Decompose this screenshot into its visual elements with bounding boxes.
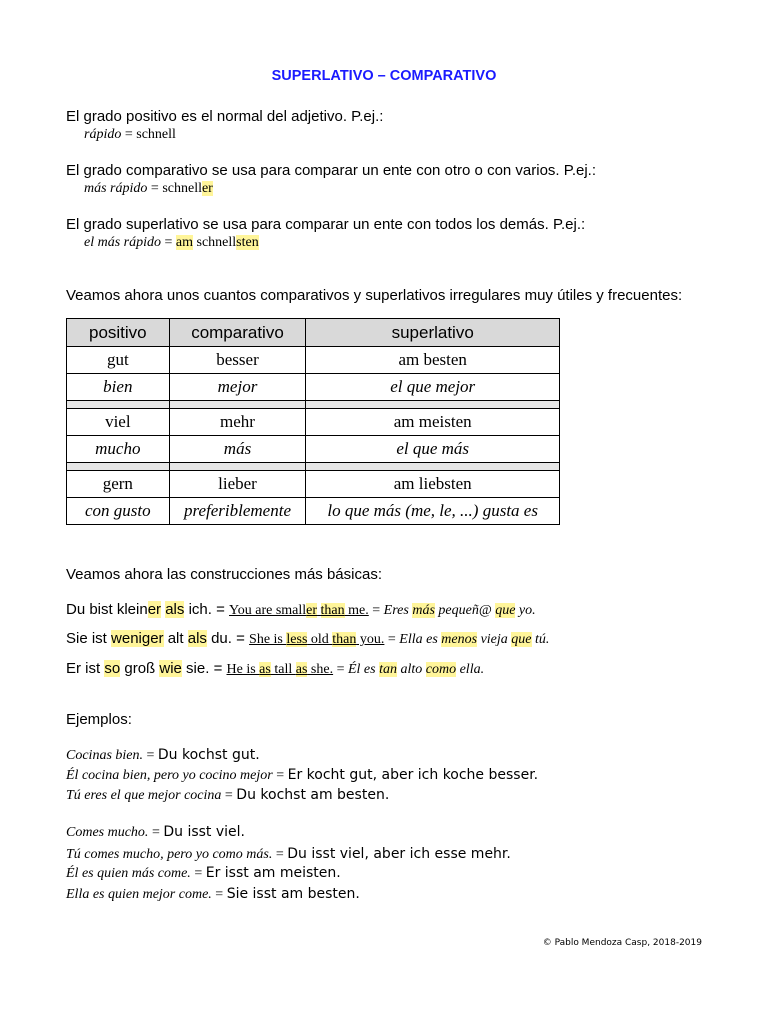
highlight: como (425, 662, 457, 677)
example-spanish: rápido (84, 127, 122, 142)
german-part: du. = (206, 630, 250, 647)
spanish-text: pequeñ@ (434, 603, 496, 618)
german-part: alt (163, 630, 188, 647)
highlight: as (259, 662, 271, 677)
examples-label: Ejemplos: (66, 711, 132, 728)
table-cell: mejor (169, 374, 306, 401)
example-spanish: Tú comes mucho, pero yo como más. (66, 847, 273, 862)
example-german: Du kochst gut. (157, 747, 260, 763)
example-german: schnell (162, 181, 202, 196)
example-spanish: Tú eres el que mejor cocina (66, 788, 222, 803)
example-line (66, 767, 538, 784)
highlight: than (320, 603, 345, 618)
highlight: less (286, 632, 308, 647)
superlative-example (84, 235, 259, 251)
equals: = (272, 768, 288, 783)
german-part: Er ist (66, 660, 105, 677)
table-cell: mehr (169, 409, 306, 436)
highlight: than (332, 632, 357, 647)
german-part: Du bist klein (66, 601, 148, 618)
table-row (67, 409, 560, 436)
highlight: menos (441, 632, 478, 647)
highlight: más (412, 603, 435, 618)
spanish-part (384, 603, 536, 618)
example-spanish: Él cocina bien, pero yo cocino mejor (66, 768, 273, 783)
table-cell: besser (169, 347, 306, 374)
header-comparativo: comparativo (169, 319, 306, 347)
table-separator (67, 401, 560, 409)
table-separator (67, 463, 560, 471)
table-cell: viel (67, 409, 170, 436)
highlight: weniger (111, 630, 164, 647)
spanish-part (348, 662, 484, 677)
example-line (66, 846, 511, 863)
irregular-intro: Veamos ahora unos cuantos comparativos y superlativos irregulares muy útiles y frecuentes: (66, 287, 683, 304)
spanish-text: tú. (531, 632, 550, 647)
example-german: Du isst viel, aber ich esse mehr. (287, 846, 511, 862)
example-line (66, 886, 360, 903)
example-line (66, 865, 341, 882)
german-part: Sie ist (66, 630, 112, 647)
equals: = (211, 887, 227, 902)
example-german: Er isst am meisten. (205, 865, 341, 881)
equals: = (333, 662, 348, 677)
superlative-definition: El grado superlativo se usa para comparar un ente con todos los demás. P.ej.: (66, 216, 586, 233)
highlight: als (187, 630, 207, 647)
table-cell: más (169, 436, 306, 463)
example-spanish: Comes mucho. (66, 825, 149, 840)
example-german: Du kochst am besten. (236, 787, 390, 803)
example-german: schnell (196, 235, 237, 250)
table-cell: gern (67, 471, 170, 498)
highlight: que (511, 632, 532, 647)
spanish-text: Él es (347, 662, 380, 677)
equals: = (148, 825, 164, 840)
irregular-table (66, 318, 560, 525)
table-row (67, 471, 560, 498)
constructions-intro: Veamos ahora las construcciones más básicas: (66, 566, 382, 583)
construction-line-3 (66, 660, 484, 678)
example-spanish: Ella es quien mejor come. (66, 887, 212, 902)
equals: = (147, 181, 163, 196)
english-text: she. (307, 662, 334, 677)
header-superlativo: superlativo (306, 319, 560, 347)
table-cell: am liebsten (306, 471, 560, 498)
example-spanish: Él es quien más come. (66, 866, 191, 881)
spanish-text: yo. (515, 603, 536, 618)
equals: = (368, 603, 384, 618)
construction-line-2 (66, 630, 549, 648)
equals: = (272, 847, 288, 862)
equals: = (221, 788, 237, 803)
highlight: als (165, 601, 185, 618)
english-part (249, 632, 384, 647)
english-text: old (307, 632, 333, 647)
comparative-definition: El grado comparativo se usa para comparar un ente con otro o con varios. P.ej.: (66, 162, 597, 179)
table-cell: bien (67, 374, 170, 401)
equals: = (384, 632, 400, 647)
table-cell: am besten (306, 347, 560, 374)
german-part: groß (120, 660, 160, 677)
english-text: me. (344, 603, 369, 618)
example-spanish: el más rápido (84, 235, 161, 250)
table-row (67, 498, 560, 525)
german-part: sie. = (181, 660, 227, 677)
table-row (67, 436, 560, 463)
example-line (66, 787, 389, 804)
highlight: tan (379, 662, 397, 677)
example-spanish: más rápido (84, 181, 148, 196)
example-german: Sie isst am besten. (226, 886, 360, 902)
spanish-text: Eres (383, 603, 413, 618)
example-german: Er kocht gut, aber ich koche besser. (287, 767, 539, 783)
english-text: She is (249, 632, 287, 647)
table-row (67, 347, 560, 374)
highlighted-am: am (175, 235, 194, 250)
table-cell: con gusto (67, 498, 170, 525)
table-cell: el que mejor (306, 374, 560, 401)
spanish-text: Ella es (399, 632, 442, 647)
table-cell: lo que más (me, le, ...) gusta es (306, 498, 560, 525)
copyright-footer: © Pablo Mendoza Casp, 2018-2019 (542, 938, 702, 948)
english-text: You are small (229, 603, 307, 618)
equals: = (121, 127, 137, 142)
positive-definition: El grado positivo es el normal del adjetivo. P.ej.: (66, 108, 384, 125)
highlight: wie (159, 660, 182, 677)
comparative-example (84, 181, 213, 197)
equals: = (161, 235, 176, 250)
table-header-row (67, 319, 560, 347)
table-cell: preferiblemente (169, 498, 306, 525)
highlighted-ending: sten (236, 235, 259, 250)
example-line (66, 747, 260, 764)
example-german: schnell (136, 127, 176, 142)
equals: = (143, 748, 158, 763)
highlight: que (495, 603, 516, 618)
german-part: ich. = (184, 601, 230, 618)
example-german: Du isst viel. (163, 824, 245, 840)
english-text: tall (270, 662, 296, 677)
example-spanish: Cocinas bien. (66, 748, 143, 763)
highlight: er (306, 603, 318, 618)
page-title: SUPERLATIVO – COMPARATIVO (271, 68, 497, 84)
table-cell: am meisten (306, 409, 560, 436)
spanish-text: ella. (456, 662, 485, 677)
table-cell: gut (67, 347, 170, 374)
example-line (66, 824, 245, 841)
construction-line-1 (66, 601, 536, 619)
highlighted-ending: er (201, 181, 213, 196)
table-cell: el que más (306, 436, 560, 463)
highlight: as (295, 662, 308, 677)
table-cell: lieber (169, 471, 306, 498)
spanish-text: alto (396, 662, 426, 677)
english-text: you. (356, 632, 385, 647)
highlight: er (147, 601, 162, 618)
spanish-text: vieja (477, 632, 512, 647)
header-positivo: positivo (67, 319, 170, 347)
english-text: He is (226, 662, 260, 677)
english-part (229, 603, 369, 618)
spanish-part (399, 632, 549, 647)
table-row (67, 374, 560, 401)
table-cell: mucho (67, 436, 170, 463)
equals: = (190, 866, 206, 881)
positive-example (84, 127, 176, 143)
highlight: so (104, 660, 121, 677)
english-part (227, 662, 334, 677)
